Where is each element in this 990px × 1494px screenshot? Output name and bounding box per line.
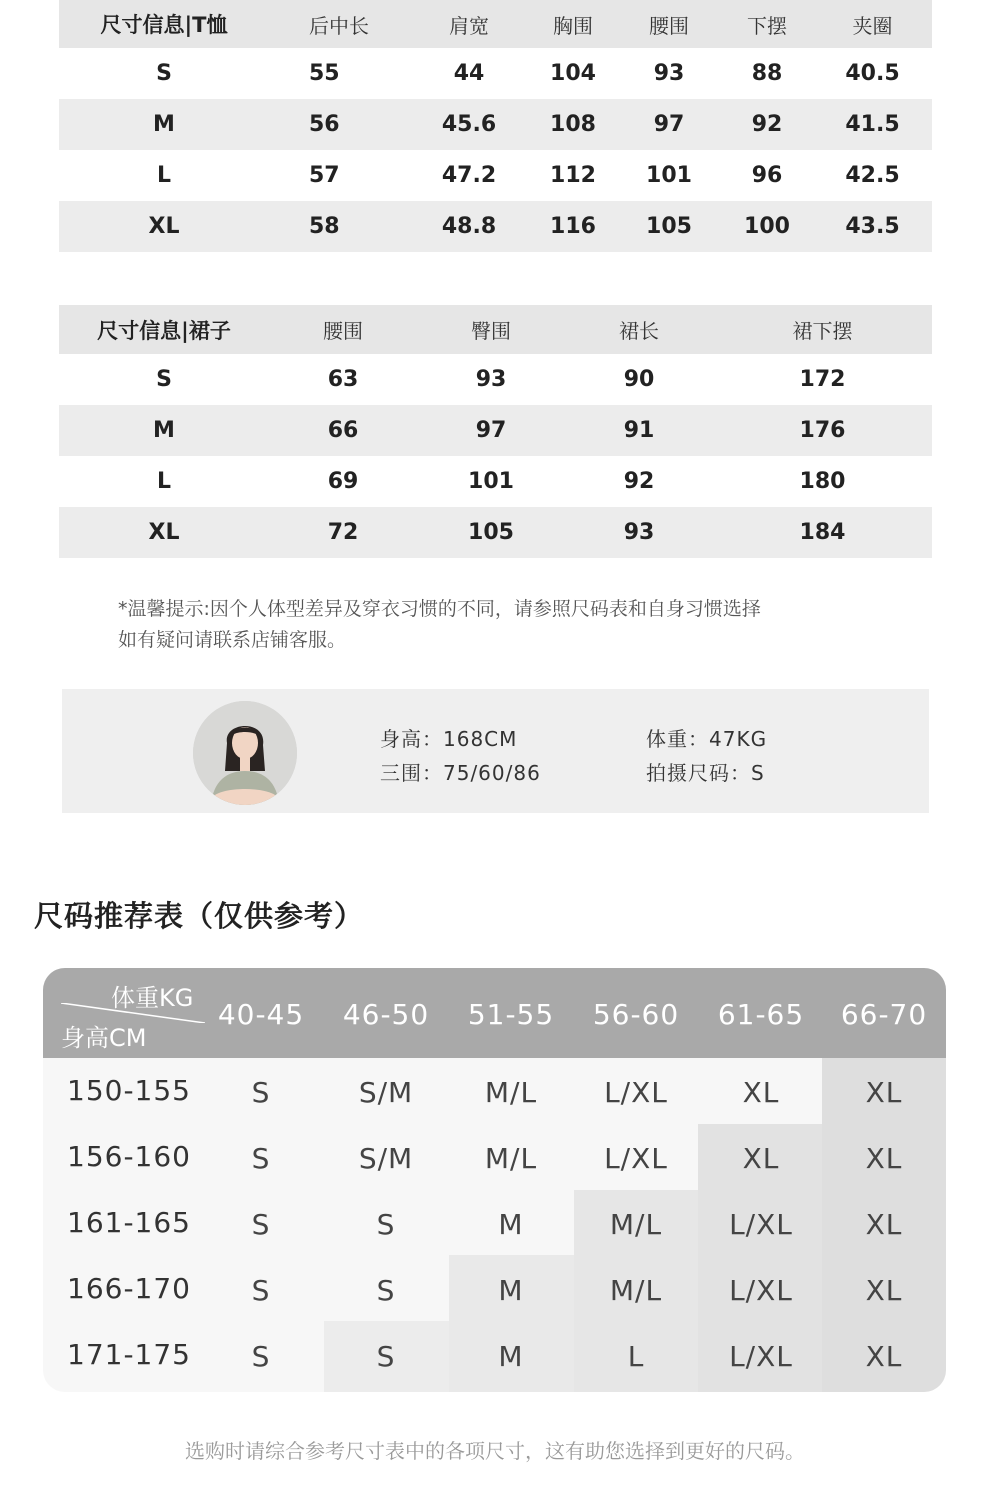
table-cell: 91	[623, 418, 655, 443]
tshirt-header-cell: 夹圈	[852, 13, 893, 38]
table-cell: M	[153, 112, 175, 137]
sizing-tip-line: *温馨提示:因个人体型差异及穿衣习惯的不同，请参照尺码表和自身习惯选择	[118, 598, 761, 620]
table-row	[59, 201, 932, 252]
height-axis-label: 身高CM	[61, 1024, 147, 1052]
table-row	[59, 456, 932, 507]
size-cell: L/XL	[729, 1340, 793, 1373]
table-cell: 180	[799, 469, 846, 494]
table-cell: 45.6	[441, 112, 497, 137]
table-cell: 104	[550, 61, 596, 86]
table-cell: 172	[799, 367, 846, 392]
size-cell: XL	[865, 1208, 903, 1241]
model-weight: 体重：47KG	[646, 727, 768, 751]
size-cell: XL	[865, 1076, 903, 1109]
size-cell: S	[376, 1274, 396, 1307]
size-cell: S	[376, 1208, 396, 1241]
weight-range-header: 66-70	[840, 998, 928, 1031]
tshirt-header-cell: 胸围	[553, 13, 593, 38]
table-cell: XL	[148, 520, 180, 545]
model-avatar	[193, 701, 297, 805]
table-cell: 116	[550, 214, 596, 239]
size-cell: M	[498, 1274, 524, 1307]
skirt-header-cell: 臀围	[471, 319, 511, 343]
size-cell: L	[627, 1340, 645, 1373]
table-row	[59, 507, 932, 558]
size-cell: S	[251, 1208, 271, 1241]
table-cell: 105	[646, 214, 692, 239]
weight-range-header: 51-55	[467, 998, 555, 1031]
size-cell: S	[251, 1340, 271, 1373]
size-cell: M/L	[609, 1208, 663, 1241]
table-cell: 63	[327, 367, 359, 392]
table-cell: 112	[550, 163, 596, 188]
table-cell: 96	[751, 163, 783, 188]
size-cell: S/M	[358, 1076, 414, 1109]
weight-range-header: 40-45	[217, 998, 305, 1031]
size-cell: M	[498, 1340, 524, 1373]
sizing-tip	[118, 594, 761, 656]
table-row	[59, 150, 932, 201]
table-cell: 88	[751, 61, 783, 86]
table-cell: 97	[653, 112, 685, 137]
size-cell: XL	[865, 1142, 903, 1175]
size-cell: L/XL	[729, 1208, 793, 1241]
table-row	[59, 48, 932, 99]
table-cell: 105	[468, 520, 514, 545]
skirt-header-cell: 裙长	[619, 319, 659, 343]
skirt-size-table	[59, 305, 932, 558]
table-cell: 176	[799, 418, 846, 443]
table-cell: 92	[623, 469, 655, 494]
table-cell: S	[156, 367, 172, 392]
table-cell: 55	[309, 61, 340, 86]
table-cell: 100	[744, 214, 790, 239]
size-cell: M	[498, 1208, 524, 1241]
table-cell: S	[156, 61, 172, 86]
size-cell: M/L	[609, 1274, 663, 1307]
weight-range-header: 56-60	[592, 998, 680, 1031]
skirt-header-cell: 尺寸信息|裙子	[97, 318, 231, 343]
model-height: 身高：168CM	[380, 727, 518, 751]
size-cell: M/L	[484, 1142, 538, 1175]
size-recommend-table	[43, 968, 946, 1392]
height-range-label: 161-165	[67, 1206, 191, 1239]
table-cell: 43.5	[845, 214, 900, 239]
table-cell: 93	[623, 520, 655, 545]
height-range-label: 171-175	[67, 1338, 191, 1371]
skirt-header-cell: 裙下摆	[792, 319, 853, 343]
size-cell: L/XL	[729, 1274, 793, 1307]
table-cell: 92	[751, 112, 783, 137]
table-cell: 93	[653, 61, 685, 86]
size-cell: S	[376, 1340, 396, 1373]
table-cell: 44	[453, 61, 485, 86]
model-shoot-size: 拍摄尺码：S	[646, 761, 765, 785]
table-cell: 41.5	[845, 112, 900, 137]
tshirt-header-cell: 肩宽	[449, 13, 489, 38]
size-cell: L/XL	[604, 1076, 668, 1109]
table-cell: 101	[646, 163, 692, 188]
height-range-label: 166-170	[67, 1272, 191, 1305]
skirt-header-cell: 腰围	[323, 319, 363, 343]
table-cell: 47.2	[441, 163, 497, 188]
size-cell: S/M	[358, 1142, 414, 1175]
model-measurements: 三围：75/60/86	[380, 761, 541, 785]
table-cell: 97	[475, 418, 507, 443]
weight-range-header: 61-65	[717, 998, 805, 1031]
height-range-label: 150-155	[67, 1074, 191, 1107]
table-cell: 66	[327, 418, 359, 443]
table-cell: 108	[550, 112, 596, 137]
table-cell: 101	[468, 469, 514, 494]
size-cell: S	[251, 1274, 271, 1307]
size-cell: S	[251, 1142, 271, 1175]
tshirt-size-table	[59, 0, 932, 252]
table-cell: 72	[327, 520, 359, 545]
sizing-tip-line: 如有疑问请联系店铺客服。	[118, 629, 347, 651]
table-cell: 93	[475, 367, 507, 392]
size-cell: L/XL	[604, 1142, 668, 1175]
size-cell: M/L	[484, 1076, 538, 1109]
weight-axis-label: 体重KG	[111, 984, 194, 1012]
skirt-table-header	[59, 305, 932, 354]
table-cell: 57	[309, 163, 340, 188]
table-cell: 69	[327, 469, 359, 494]
table-row	[59, 405, 932, 456]
tshirt-header-cell: 后中长	[309, 13, 369, 38]
table-cell: 90	[623, 367, 655, 392]
footer-note: 选购时请综合参考尺寸表中的各项尺寸，这有助您选择到更好的尺码。	[185, 1439, 805, 1463]
table-cell: 40.5	[845, 61, 900, 86]
height-range-label: 156-160	[67, 1140, 191, 1173]
tshirt-header-cell: 尺寸信息|T恤	[100, 13, 228, 37]
table-cell: XL	[148, 214, 180, 239]
table-row	[59, 99, 932, 150]
table-cell: L	[156, 163, 172, 188]
recommend-header	[43, 968, 946, 1058]
recommend-title: 尺码推荐表（仅供参考）	[34, 899, 365, 933]
weight-range-header: 46-50	[342, 998, 430, 1031]
table-cell: 58	[309, 214, 340, 239]
table-cell: M	[153, 418, 175, 443]
size-cell: XL	[865, 1274, 903, 1307]
tshirt-table-header	[59, 0, 932, 48]
table-cell: 42.5	[845, 163, 900, 188]
table-cell: L	[156, 469, 172, 494]
tshirt-header-cell: 腰围	[649, 13, 689, 38]
size-cell: XL	[742, 1142, 780, 1175]
size-cell: XL	[742, 1076, 780, 1109]
table-cell: 48.8	[441, 214, 497, 239]
table-row	[59, 354, 932, 405]
table-cell: 56	[309, 112, 340, 137]
size-cell: XL	[865, 1340, 903, 1373]
tshirt-header-cell: 下摆	[747, 13, 787, 38]
model-info-card	[62, 689, 929, 813]
table-cell: 184	[799, 520, 846, 545]
model-photo-icon	[193, 701, 297, 805]
size-cell: S	[251, 1076, 271, 1109]
